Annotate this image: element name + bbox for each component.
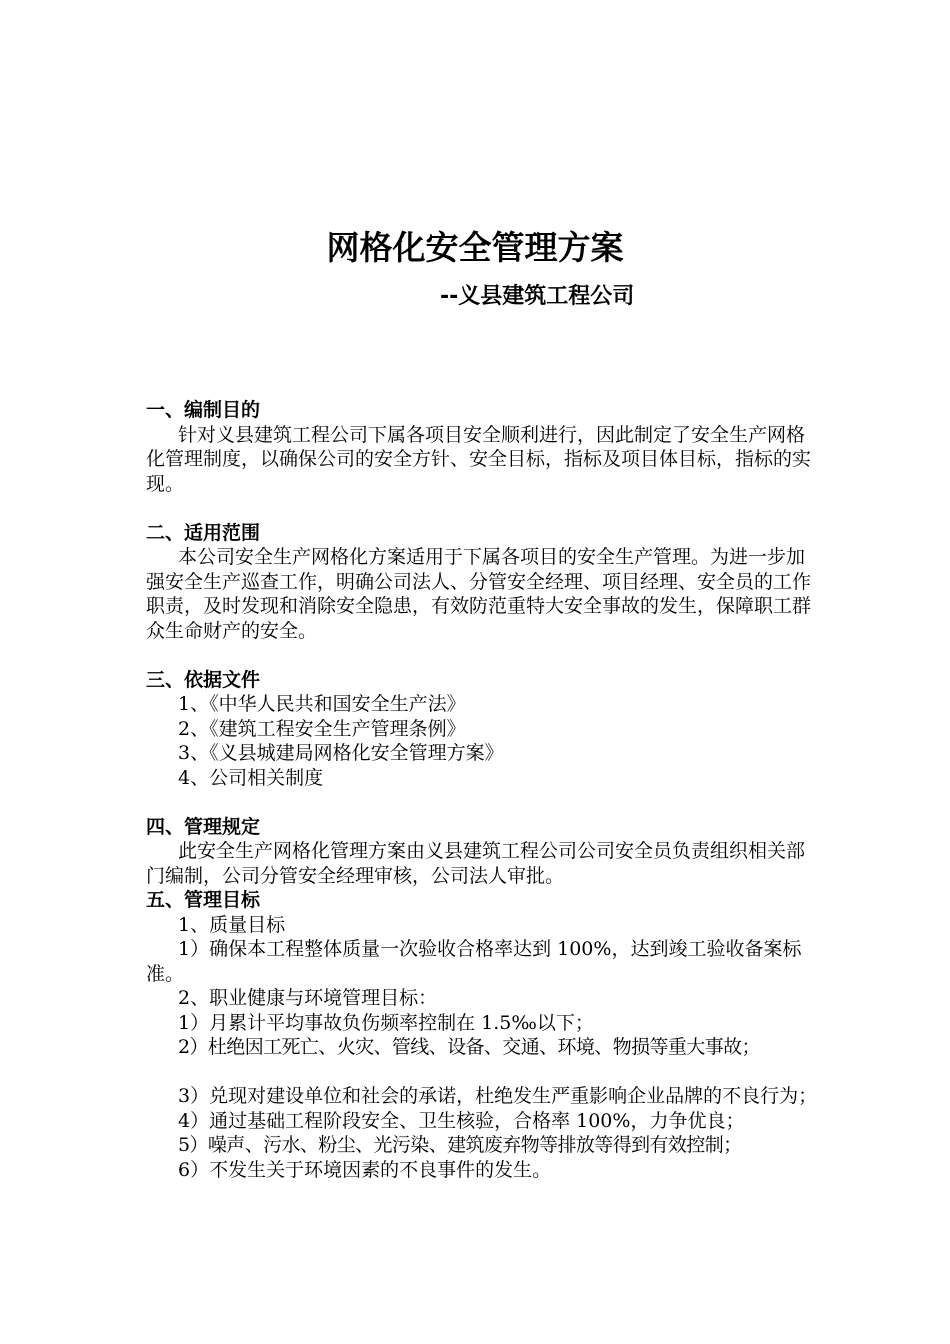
section-heading: 一、编制目的 xyxy=(146,399,261,421)
goal-line: 5）噪声、污水、粉尘、光污染、建筑废弃物等排放等得到有效控制； xyxy=(178,1134,742,1156)
section-paragraph: 本公司安全生产网格化方案适用于下属各项目的安全生产管理。为进一步加强安全生产巡查工作，明确公司法人、分管安全经理、项目经理、安全员的工作职责，及时发现和消除安全隐患，有效防范重特大安全事故的发生，保障职工群众生命财产的安全。 xyxy=(146,546,812,642)
list-item: 4、公司相关制度 xyxy=(178,766,324,789)
document-body xyxy=(146,398,818,1182)
goal-line: 1）月累计平均事故负伤频率控制在 1.5‰以下； xyxy=(178,1011,594,1034)
goal-line: 4）通过基础工程阶段安全、卫生核验，合格率 100%，力争优良； xyxy=(178,1109,745,1132)
goal-line: 2）杜绝因工死亡、火灾、管线、设备、交通、环境、物损等重大事故； xyxy=(178,1036,760,1058)
goal-line: 6）不发生关于环境因素的不良事件的发生。 xyxy=(178,1158,552,1181)
section-heading: 二、适用范围 xyxy=(146,521,261,544)
section-heading: 五、管理目标 xyxy=(146,889,261,911)
section-paragraph: 针对义县建筑工程公司下属各项目安全顺利进行，因此制定了安全生产网格化管理制度，以确保公司的安全方针、安全目标，指标及项目体目标，指标的实现。 xyxy=(146,423,812,495)
section-heading: 四、管理规定 xyxy=(146,815,261,838)
goal-line: 1、质量目标 xyxy=(178,913,286,936)
goal-line: 1）确保本工程整体质量一次验收合格率达到 100%，达到竣工验收备案标准。 xyxy=(146,938,802,985)
section-heading: 三、依据文件 xyxy=(146,668,261,691)
goal-line: 2、职业健康与环境管理目标： xyxy=(178,987,438,1009)
document-subtitle: --义县建筑工程公司 xyxy=(440,284,635,309)
list-item: 3、《义县城建局网格化安全管理方案》 xyxy=(178,742,504,764)
list-item: 2、《建筑工程安全生产管理条例》 xyxy=(178,717,466,740)
section-paragraph: 此安全生产网格化管理方案由义县建筑工程公司公司安全员负责组织相关部门编制，公司分管安全经理审核，公司法人审批。 xyxy=(146,840,806,887)
goal-line: 3）兑现对建设单位和社会的承诺，杜绝发生严重影响企业品牌的不良行为； xyxy=(178,1085,818,1107)
document-title: 网格化安全管理方案 xyxy=(326,228,624,267)
list-item: 1、《中华人民共和国安全生产法》 xyxy=(178,693,466,715)
